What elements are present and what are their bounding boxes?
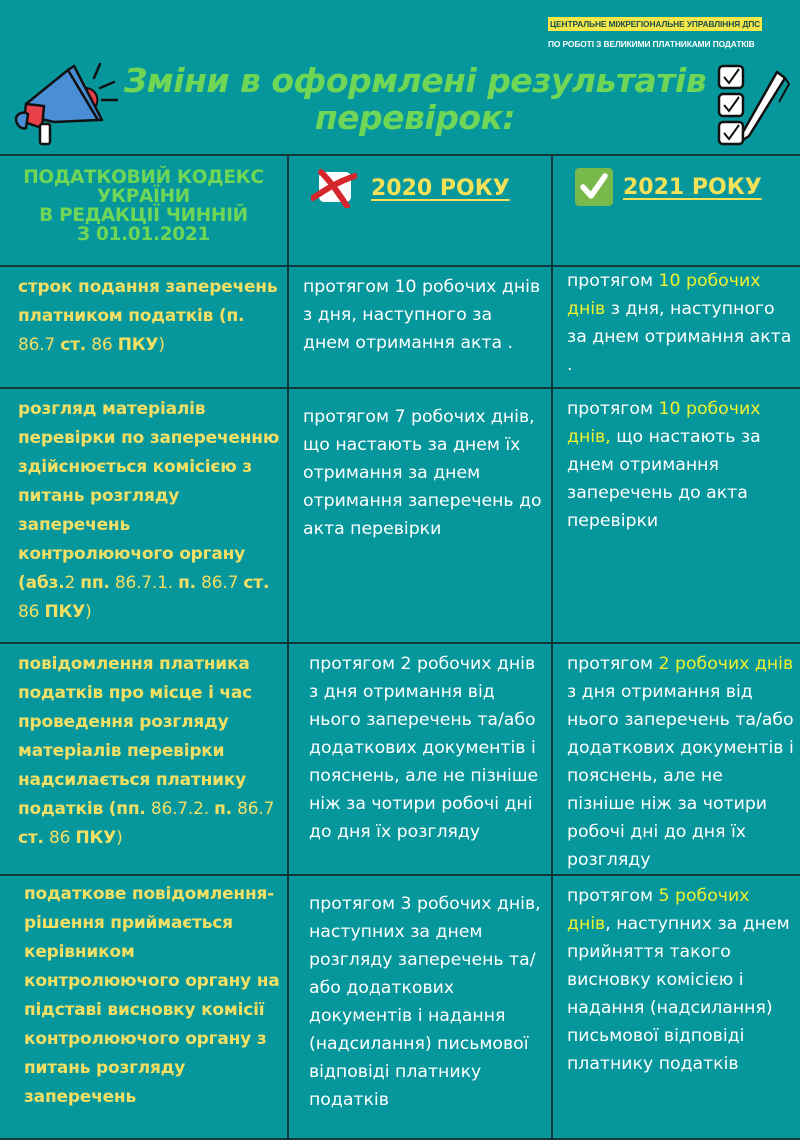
label-text: податкове повідомлення-рішення приймається керівником контролюючого органу на підставі висновку комісії контролюючого органу з питань розгляду заперечень (24, 884, 280, 1107)
header-2020-cell (288, 155, 552, 266)
ref-part: п. (226, 306, 245, 326)
cell-2020 (288, 388, 552, 643)
law-line1: ПОДАТКОВИЙ КОДЕКС (23, 167, 264, 188)
ref-part: п. (178, 573, 196, 593)
table-row (0, 643, 800, 875)
title-line1: Зміни в оформлені результатів (123, 61, 707, 100)
ref-part: пп. (80, 573, 110, 593)
ref-part: ) (85, 602, 92, 622)
text-part: , наступних за днем прийняття такого висновку комісією і надання (надсилання) письмової відповіді платнику податків (567, 914, 790, 1074)
ref-part: 86.7 (18, 335, 61, 355)
cell-2021 (552, 875, 800, 1139)
table-row (0, 388, 800, 643)
label-text: розгляд матеріалів перевірки по запереченню здійснюється комісією з питань розгляду заперечень контролюючого органу ( (18, 399, 280, 593)
text-2020: протягом 3 робочих днів, наступних за днем розгляду заперечень та/або додаткових документів і надання (надсилання) письмової відповіді платнику податків (309, 894, 541, 1110)
cell-2021 (552, 643, 800, 875)
organization-banner (548, 12, 798, 49)
ref-part: ст. (243, 573, 270, 593)
page-title (110, 62, 720, 136)
title-line2: перевірок: (314, 98, 516, 137)
ref-part: ст. (60, 335, 87, 355)
text-2020: протягом 7 робочих днів, що настають за днем їх отримання за днем отримання заперечень до акта перевірки (303, 407, 542, 539)
cell-2021 (552, 266, 800, 388)
cross-mark-icon (311, 168, 357, 208)
row-label (0, 644, 287, 853)
ref-part: 86.7 (231, 799, 275, 819)
text-part: протягом (567, 654, 659, 674)
table-row (0, 266, 800, 388)
ref-part: п. (214, 799, 232, 819)
comparison-table (0, 154, 800, 1140)
label-text: строк подання заперечень платником податків ( (18, 277, 278, 326)
table-row (0, 875, 800, 1139)
row-label (0, 876, 287, 1112)
row-label-cell (0, 388, 288, 643)
org-name-line1: ЦЕНТРАЛЬНЕ МІЖРЕГІОНАЛЬНЕ УПРАВЛІННЯ ДПС (550, 19, 761, 29)
header-2021-cell (552, 155, 800, 266)
ref-part: 86 (86, 335, 118, 355)
row-label-cell (0, 875, 288, 1139)
ref-part: 86.7.2. (145, 799, 215, 819)
row-label (0, 389, 287, 627)
org-name-line2: ПО РОБОТІ З ВЕЛИКИМИ ПЛАТНИКАМИ ПОДАТКІВ (548, 39, 755, 49)
text-2021 (553, 876, 800, 1078)
text-part: з дня отримання від нього заперечень та/або додаткових документів і пояснень, але не пізніше ніж за чотири робочі дні до дня їх розгляду (567, 682, 794, 870)
highlight-days: 10 робочих днів, (567, 399, 761, 447)
row-label-cell (0, 266, 288, 388)
year-2020-label: 2020 РОКУ (371, 175, 510, 201)
law-line2: УКРАЇНИ (96, 186, 190, 207)
text-part: протягом (567, 399, 659, 419)
ref-part: 86.7.1. (109, 573, 179, 593)
label-text: повідомлення платника податків про місце і час проведення розгляду матеріалів перевірки надсилається платнику податків ( (18, 654, 253, 819)
ref-part: ПКУ (44, 602, 86, 622)
text-2021 (553, 644, 800, 874)
table-header-row (0, 155, 800, 266)
highlight-days: 10 робочих днів (567, 271, 761, 319)
header-law-cell (0, 155, 288, 266)
megaphone-icon (8, 58, 118, 148)
ref-part: абз. (25, 573, 65, 593)
text-2021 (553, 389, 800, 535)
ref-part: 86 (43, 828, 76, 848)
ref-part: пп. (116, 799, 146, 819)
ref-part: ПКУ (117, 335, 159, 355)
highlight-days: 2 робочих днів (658, 654, 794, 674)
law-line3: В РЕДАКЦІЇ ЧИННІЙ (39, 205, 248, 226)
ref-part: ) (158, 335, 165, 355)
text-part: що настають за днем отримання заперечень до акта перевірки (567, 427, 761, 531)
text-2020: протягом 10 робочих днів з дня, наступного за днем отримання акта . (303, 277, 541, 353)
text-2020: протягом 2 робочих днів з дня отримання від нього заперечень та/або додаткових документів і пояснень, але не пізніше ніж за чотири робочі дні до дня їх розгляду (309, 654, 539, 842)
row-label-cell (0, 643, 288, 875)
ref-part: 86.7 (195, 573, 244, 593)
text-part: протягом (567, 886, 659, 906)
text-part: з дня, наступного за днем отримання акта . (567, 299, 792, 375)
checklist-pen-icon (715, 62, 795, 148)
ref-part: ) (116, 828, 123, 848)
cell-2020 (288, 266, 552, 388)
law-line4: З 01.01.2021 (76, 224, 211, 245)
row-label (0, 267, 287, 360)
ref-part: ст. (18, 828, 44, 848)
ref-part: ПКУ (75, 828, 117, 848)
year-2021-label: 2021 РОКУ (623, 174, 762, 200)
cell-2020 (288, 875, 552, 1139)
cell-2020 (288, 643, 552, 875)
text-2021 (553, 267, 800, 379)
text-part: протягом (567, 271, 659, 291)
ref-part: 86 (18, 602, 45, 622)
cell-2021 (552, 388, 800, 643)
highlight-days: 5 робочих днів (567, 886, 750, 934)
check-mark-icon (575, 168, 613, 206)
ref-part: 2 (64, 573, 81, 593)
